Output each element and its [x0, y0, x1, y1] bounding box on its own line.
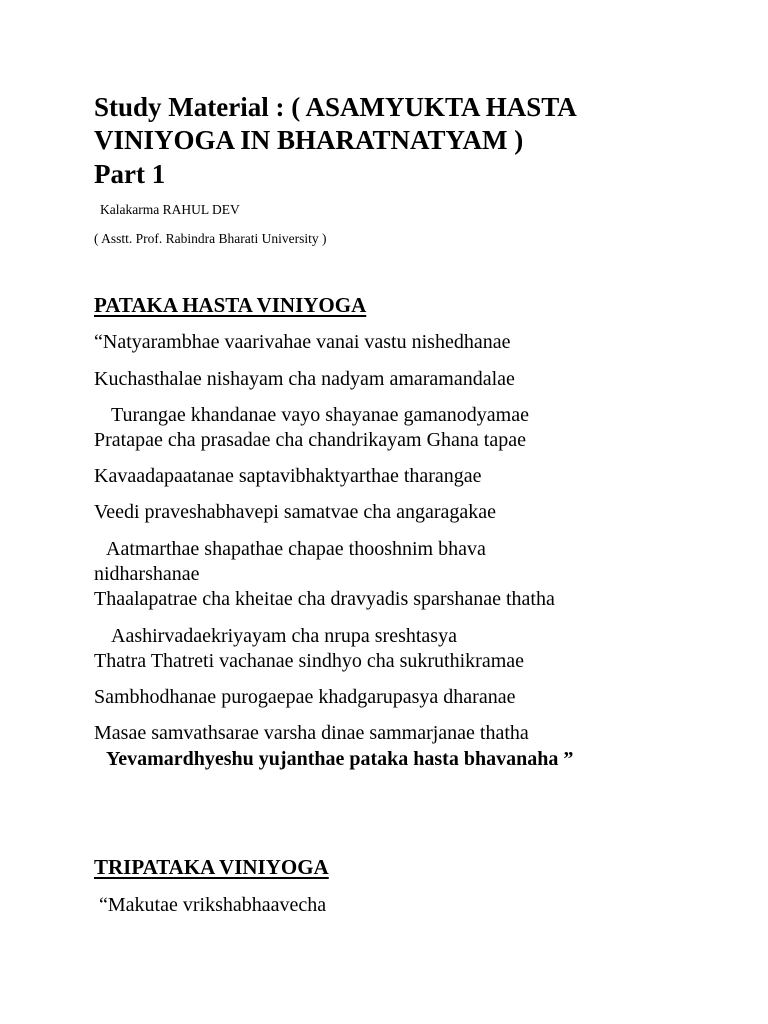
verse-line: Masae samvathsarae varsha dinae sammarjanae thatha — [94, 722, 529, 744]
verse-line: Turangae khandanae vayo shayanae gamanodyamae — [111, 404, 529, 426]
author-affiliation: ( Asstt. Prof. Rabindra Bharati University ) — [94, 231, 327, 246]
document-title-line-1: Study Material : ( ASAMYUKTA HASTA — [94, 92, 577, 122]
verse-closing-line: Yevamardhyeshu yujanthae pataka hasta bhavanaha ” — [106, 748, 574, 770]
verse-line: Kuchasthalae nishayam cha nadyam amaramandalae — [94, 368, 515, 390]
verse-line: Aashirvadaekriyayam cha nrupa sreshtasya — [111, 625, 457, 647]
verse-line: Thaalapatrae cha kheitae cha dravyadis sparshanae thatha — [94, 588, 555, 610]
author-name: Kalakarma RAHUL DEV — [100, 202, 240, 217]
verse-line: Veedi praveshabhavepi samatvae cha angaragakae — [94, 501, 497, 523]
verse-line: nidharshanae — [94, 563, 200, 585]
section-heading-tripataka: TRIPATAKA VINIYOGA — [94, 855, 329, 879]
section-heading-pataka: PATAKA HASTA VINIYOGA — [94, 293, 367, 317]
verse-line: Kavaadapaatanae saptavibhaktyarthae tharangae — [94, 465, 482, 487]
verse-line: Aatmarthae shapathae chapae thooshnim bhava — [106, 538, 486, 560]
document-title-line-3: Part 1 — [94, 159, 166, 189]
document-title-line-2: VINIYOGA IN BHARATNATYAM ) — [94, 125, 524, 155]
verse-line: “Natyarambhae vaarivahae vanai vastu nishedhanae — [94, 331, 511, 353]
verse-line: Thatra Thatreti vachanae sindhyo cha sukruthikramae — [94, 650, 525, 672]
verse-line: “Makutae vrikshabhaavecha — [99, 894, 327, 916]
verse-line: Pratapae cha prasadae cha chandrikayam Ghana tapae — [94, 429, 526, 451]
verse-line: Sambhodhanae purogaepae khadgarupasya dharanae — [94, 686, 516, 708]
